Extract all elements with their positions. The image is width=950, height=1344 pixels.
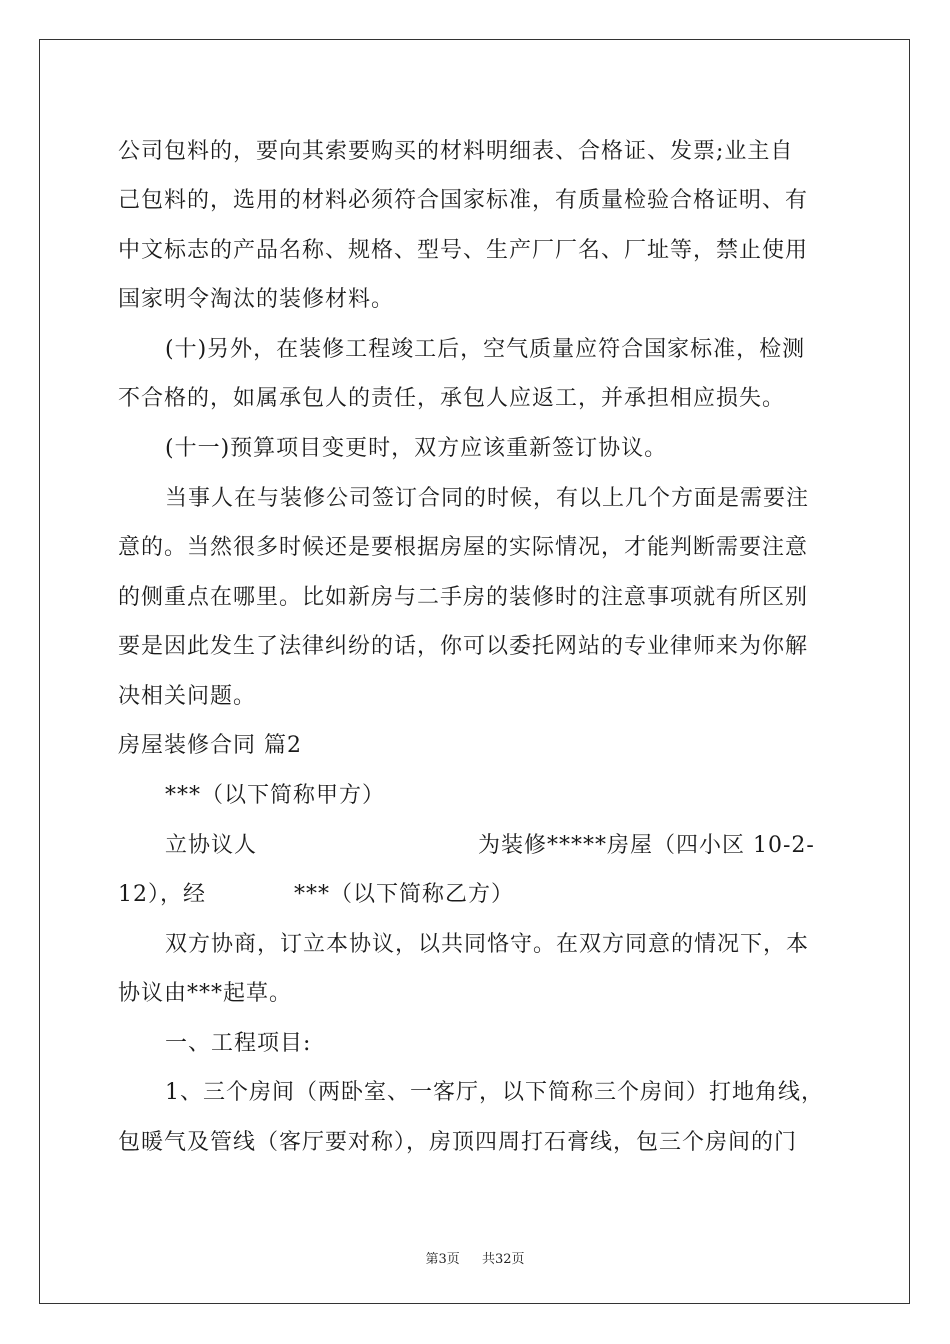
total-pages: 共32页 — [482, 1252, 525, 1267]
text-line-7: (十一)预算项目变更时，双方应该重新签订协议。 — [165, 436, 668, 461]
text-line-6: 不合格的，如属承包人的责任，承包人应返工，并承担相应损失。 — [118, 386, 786, 411]
text-line-19: 双方协商，订立本协议，以共同恪守。在双方同意的情况下，本 — [165, 932, 810, 957]
page-footer — [0, 1248, 950, 1267]
text-line-23: 包暖气及管线（客厅要对称），房顶四周打石膏线，包三个房间的门 — [118, 1130, 798, 1155]
party-a-line: ***（以下简称甲方） — [165, 783, 386, 808]
text-line-8: 当事人在与装修公司签订合同的时候，有以上几个方面是需要注 — [165, 486, 810, 511]
section-heading: 房屋装修合同 篇2 — [118, 733, 302, 758]
agreement-person-label: 立协议人 — [165, 833, 258, 858]
project-heading: 一、工程项目: — [165, 1031, 312, 1056]
party-b-line: ***（以下简称乙方） — [294, 882, 515, 907]
page-number: 第3页 — [425, 1252, 460, 1267]
text-line-11: 要是因此发生了法律纠纷的话，你可以委托网站的专业律师来为你解 — [118, 634, 809, 659]
house-address-text: 为装修*****房屋（四小区 10-2- — [478, 833, 815, 858]
text-line-4: 国家明令淘汰的装修材料。 — [118, 287, 395, 312]
text-line-2: 己包料的，选用的材料必须符合国家标准，有质量检验合格证明、有 — [118, 188, 809, 213]
text-line-20: 协议由***起草。 — [118, 981, 293, 1006]
text-line-12: 决相关问题。 — [118, 684, 257, 709]
text-line-via: 12），经 — [118, 882, 206, 907]
text-line-10: 的侧重点在哪里。比如新房与二手房的装修时的注意事项就有所区别 — [118, 585, 809, 610]
text-line-1: 公司包料的，要向其索要购买的材料明细表、合格证、发票;业主自 — [118, 139, 794, 164]
text-line-3: 中文标志的产品名称、规格、型号、生产厂厂名、厂址等，禁止使用 — [118, 238, 809, 263]
text-line-9: 意的。当然很多时候还是要根据房屋的实际情况，才能判断需要注意 — [118, 535, 809, 560]
page-border — [39, 39, 910, 1304]
text-line-5: (十)另外，在装修工程竣工后，空气质量应符合国家标准，检测 — [165, 337, 806, 362]
text-line-22: 1、三个房间（两卧室、一客厅，以下简称三个房间）打地角线， — [165, 1080, 824, 1105]
